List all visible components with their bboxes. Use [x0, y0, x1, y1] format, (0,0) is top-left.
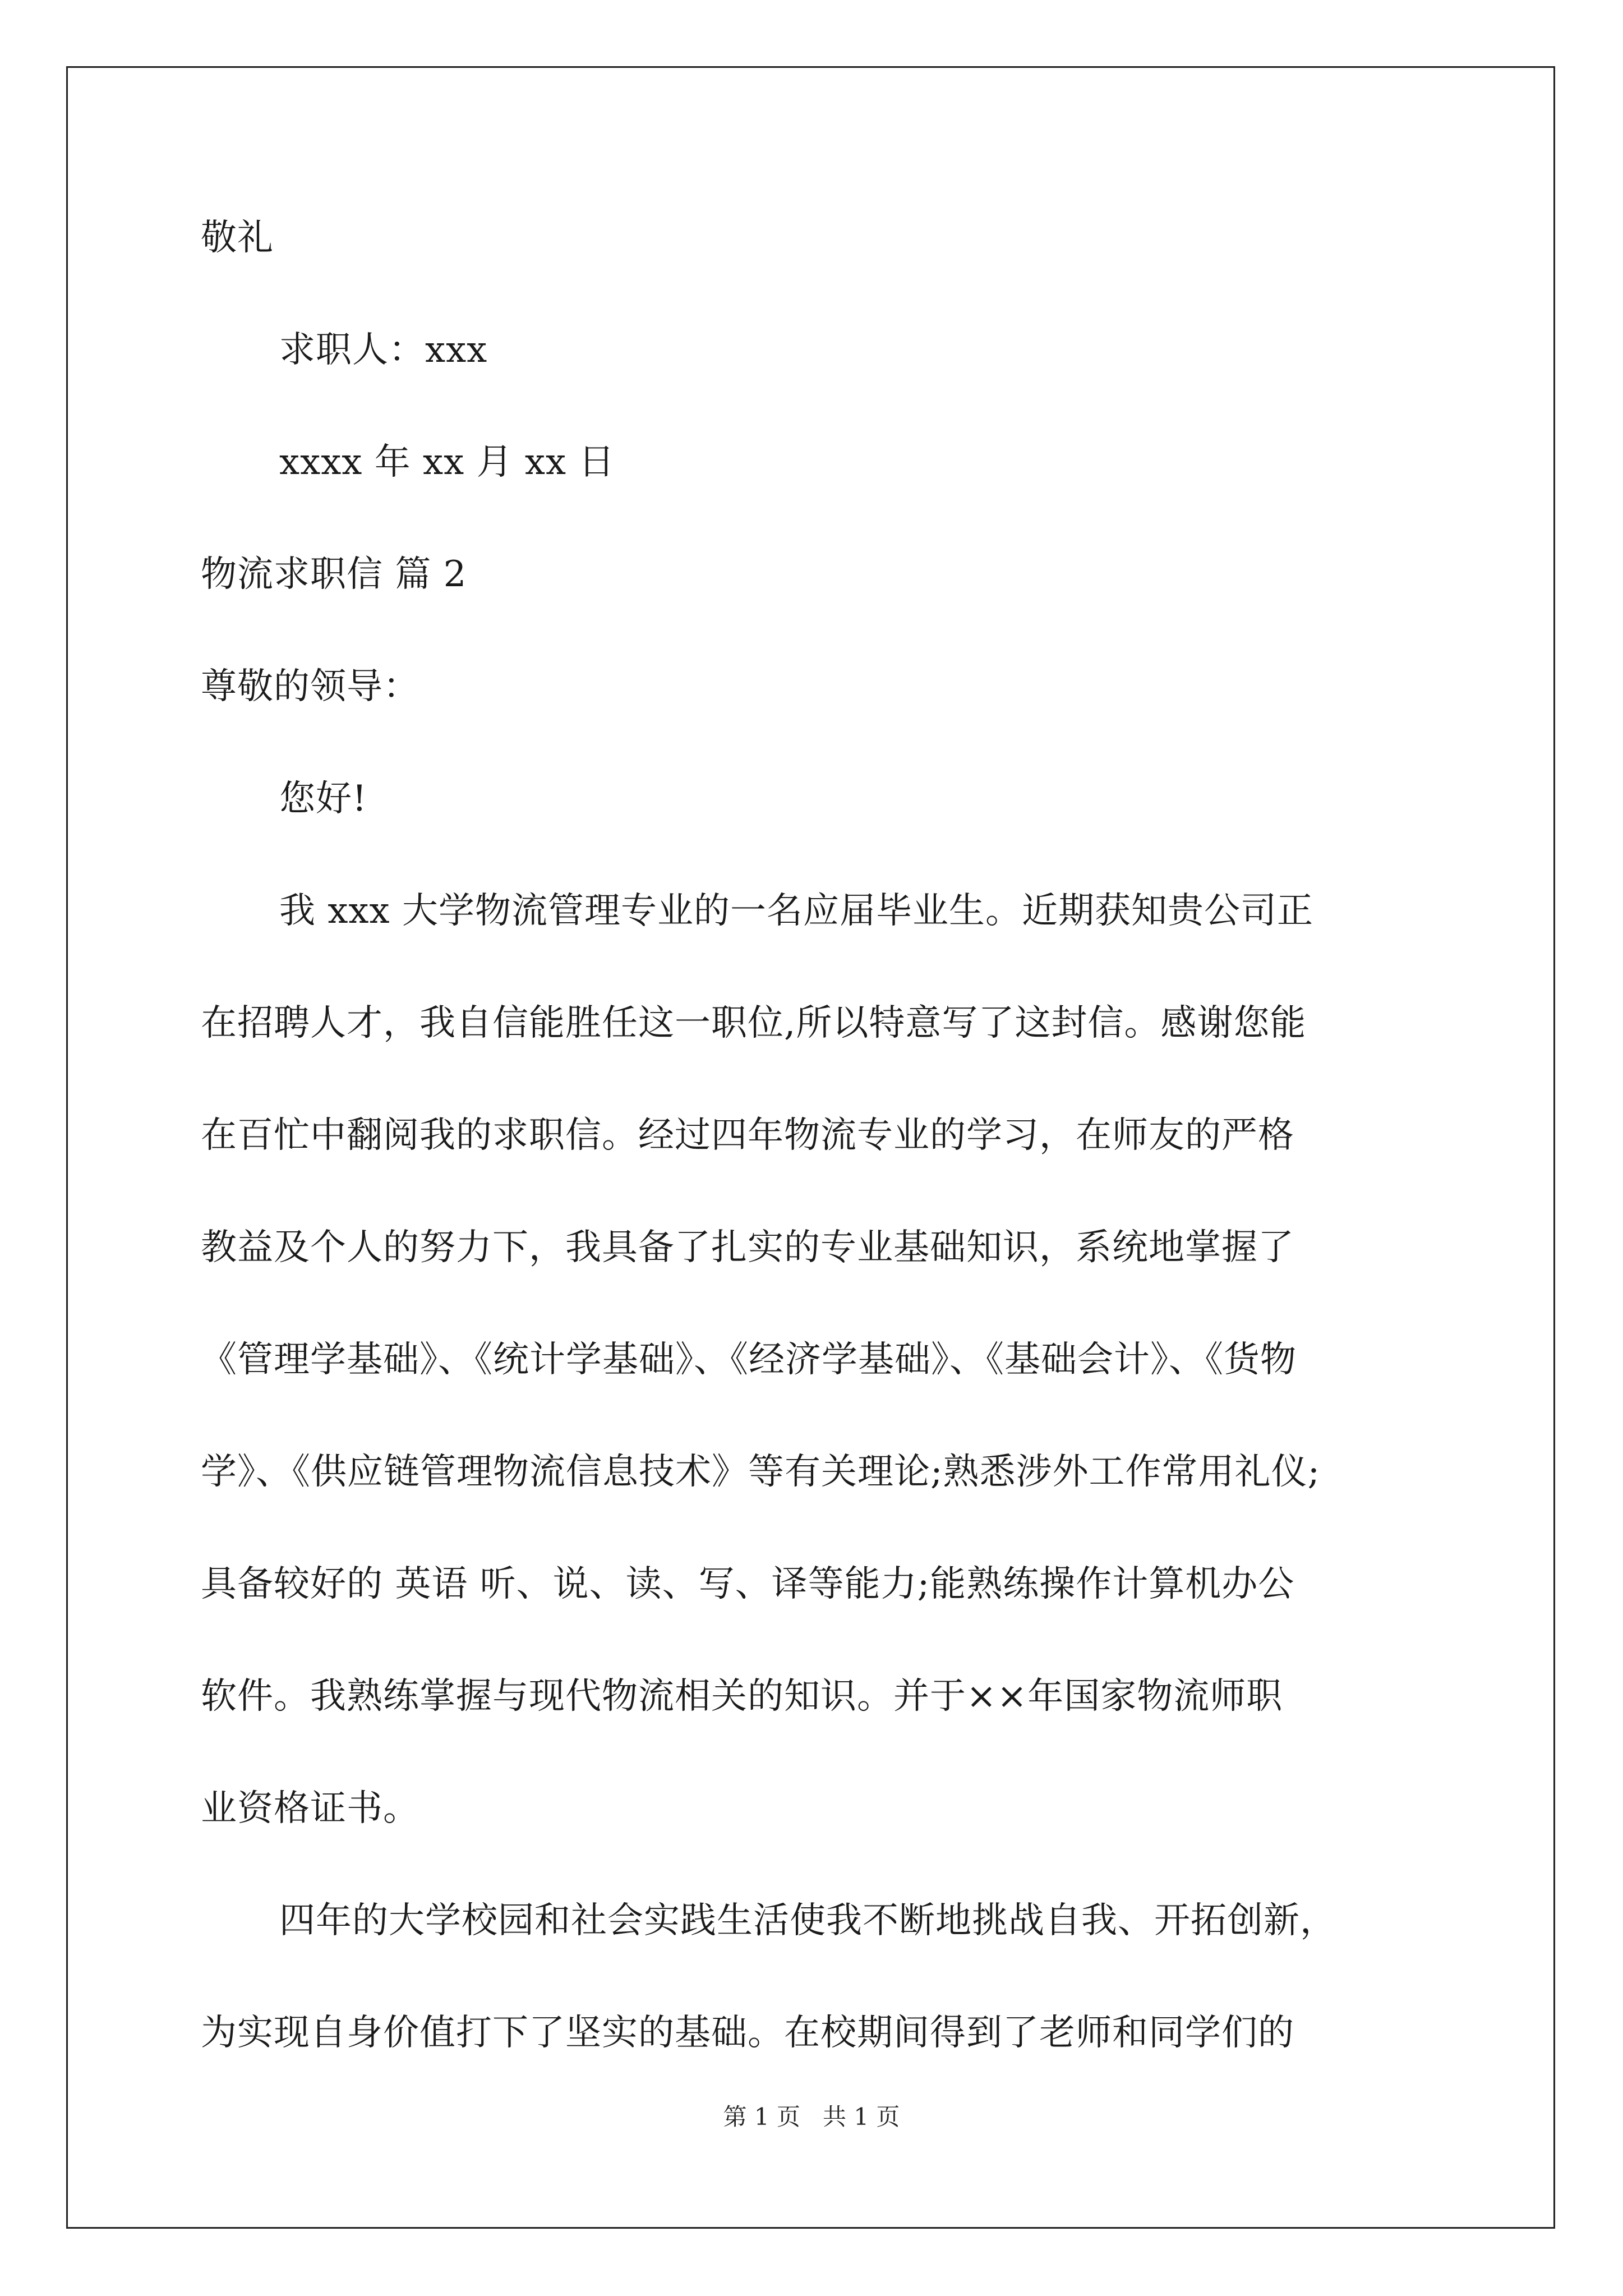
body-line: 教益及个人的努力下，我具备了扎实的专业基础知识，系统地掌握了: [201, 1227, 1294, 1268]
body-line: 为实现自身价值打下了坚实的基础。在校期间得到了老师和同学们的: [201, 2012, 1294, 2054]
body-line: 四年的大学校园和社会实践生活使我不断地挑战自我、开拓创新，: [279, 1900, 1336, 1941]
page-total: 共 1 页: [823, 2103, 900, 2131]
greeting-hello: 您好!: [279, 778, 367, 820]
signature-date: xxxx 年 xx 月 xx 日: [279, 441, 615, 483]
closing-salutation: 敬礼: [201, 217, 274, 259]
body-line: 软件。我熟练掌握与现代物流相关的知识。并于××年国家物流师职: [201, 1676, 1283, 1717]
body-line: 在百忙中翻阅我的求职信。经过四年物流专业的学习，在师友的严格: [201, 1115, 1294, 1156]
greeting: 尊敬的领导：: [201, 666, 419, 707]
body-line: 具备较好的 英语 听、说、读、写、译等能力;能熟练操作计算机办公: [201, 1563, 1295, 1605]
page-footer: [0, 2105, 1623, 2129]
section-title: 物流求职信 篇 2: [201, 554, 467, 595]
body-line: 业资格证书。: [201, 1788, 419, 1829]
body-line: 学》、《供应链管理物流信息技术》等有关理论;熟悉涉外工作常用礼仪;: [201, 1451, 1321, 1493]
signature-applicant: 求职人：xxx: [279, 329, 488, 371]
body-line: 我 xxx 大学物流管理专业的一名应届毕业生。近期获知贵公司正: [279, 890, 1313, 932]
body-line: 《管理学基础》、《统计学基础》、《经济学基础》、《基础会计》、《货物: [201, 1339, 1297, 1381]
page-number: 第 1 页: [723, 2103, 800, 2131]
body-line: 在招聘人才，我自信能胜任这一职位,所以特意写了这封信。感谢您能: [201, 1002, 1307, 1044]
